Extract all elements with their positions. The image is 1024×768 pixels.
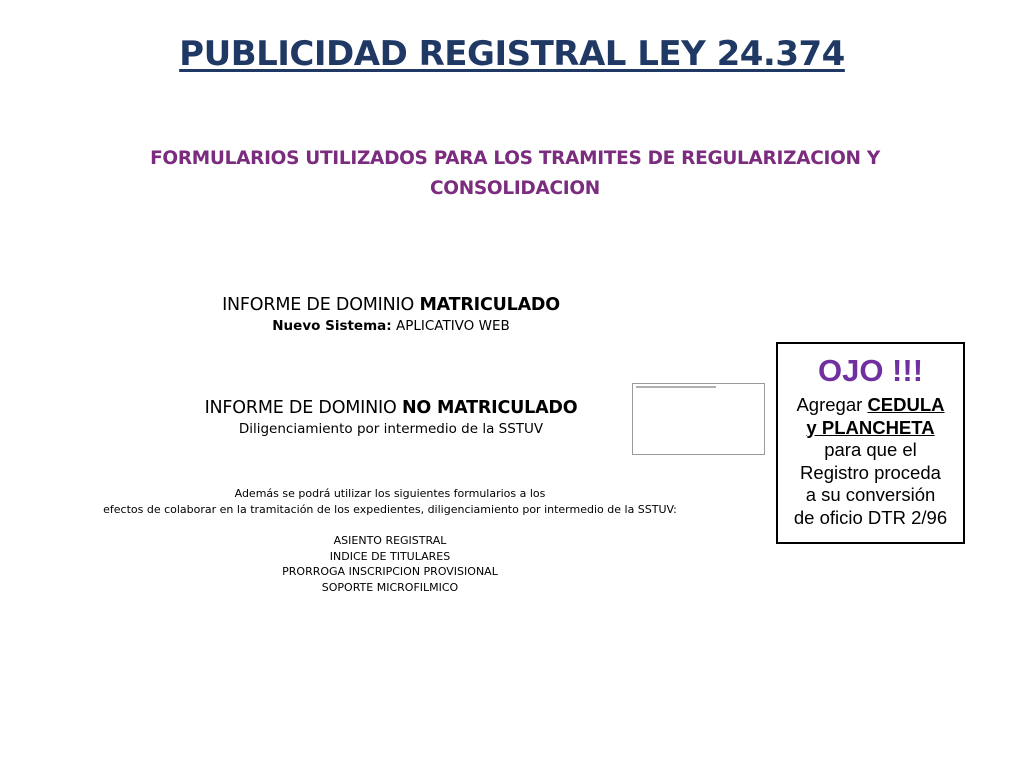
informe-matriculado-prefix: INFORME DE DOMINIO xyxy=(222,295,420,315)
ojo-line-6: de oficio DTR 2/96 xyxy=(793,506,948,528)
form-item: INDICE DE TITULARES xyxy=(329,549,451,563)
informe-matriculado-sub xyxy=(181,316,601,336)
agregar-text: Agregar xyxy=(796,394,868,415)
additional-forms-section xyxy=(40,486,740,595)
ojo-line-2 xyxy=(778,417,963,440)
page-title: PUBLICIDAD REGISTRAL LEY 24.374 xyxy=(179,34,845,74)
form-item: SOPORTE MICROFILMICO xyxy=(321,580,459,594)
ojo-callout-box xyxy=(776,342,965,544)
additional-forms-intro-2: efectos de colaborar en la tramitación de los expedientes, diligenciamiento por intermedio de la SSTUV: xyxy=(103,502,677,516)
informe-matriculado-block xyxy=(181,294,601,336)
informe-no-matriculado-prefix: INFORME DE DOMINIO xyxy=(204,398,402,418)
informe-no-matriculado-block xyxy=(181,397,601,439)
informe-no-matriculado-sub: Diligenciamiento por intermedio de la SSTUV xyxy=(238,421,544,437)
cedula-text: CEDULA xyxy=(867,394,945,415)
y-plancheta-text: y PLANCHETA xyxy=(806,416,935,438)
nuevo-sistema-label: Nuevo Sistema: xyxy=(272,318,392,334)
ojo-line-3: para que el xyxy=(824,439,917,460)
ojo-title: OJO !!! xyxy=(817,353,924,388)
informe-no-matriculado-bold: NO MATRICULADO xyxy=(401,398,578,418)
form-item: ASIENTO REGISTRAL xyxy=(333,534,447,547)
informe-matriculado-heading xyxy=(181,294,601,316)
form-item: PRORROGA INSCRIPCION PROVISIONAL xyxy=(282,565,498,578)
ojo-line-5: a su conversión xyxy=(805,484,936,505)
additional-forms-intro-1: Además se podrá utilizar los siguientes formularios a los xyxy=(234,487,546,500)
informe-no-matriculado-heading xyxy=(181,397,601,419)
informe-matriculado-bold: MATRICULADO xyxy=(419,295,560,315)
aplicativo-web-text: APLICATIVO WEB xyxy=(391,318,510,334)
page-subtitle: FORMULARIOS UTILIZADOS PARA LOS TRAMITES DE REGULARIZACION Y CONSOLIDACION xyxy=(150,148,880,199)
thumbnail-text-line xyxy=(636,386,716,388)
embedded-form-thumbnail xyxy=(632,383,765,455)
ojo-line-4: Registro proceda xyxy=(800,461,941,483)
ojo-line-1 xyxy=(778,394,963,417)
spacer xyxy=(40,517,740,533)
ojo-body xyxy=(778,394,963,529)
